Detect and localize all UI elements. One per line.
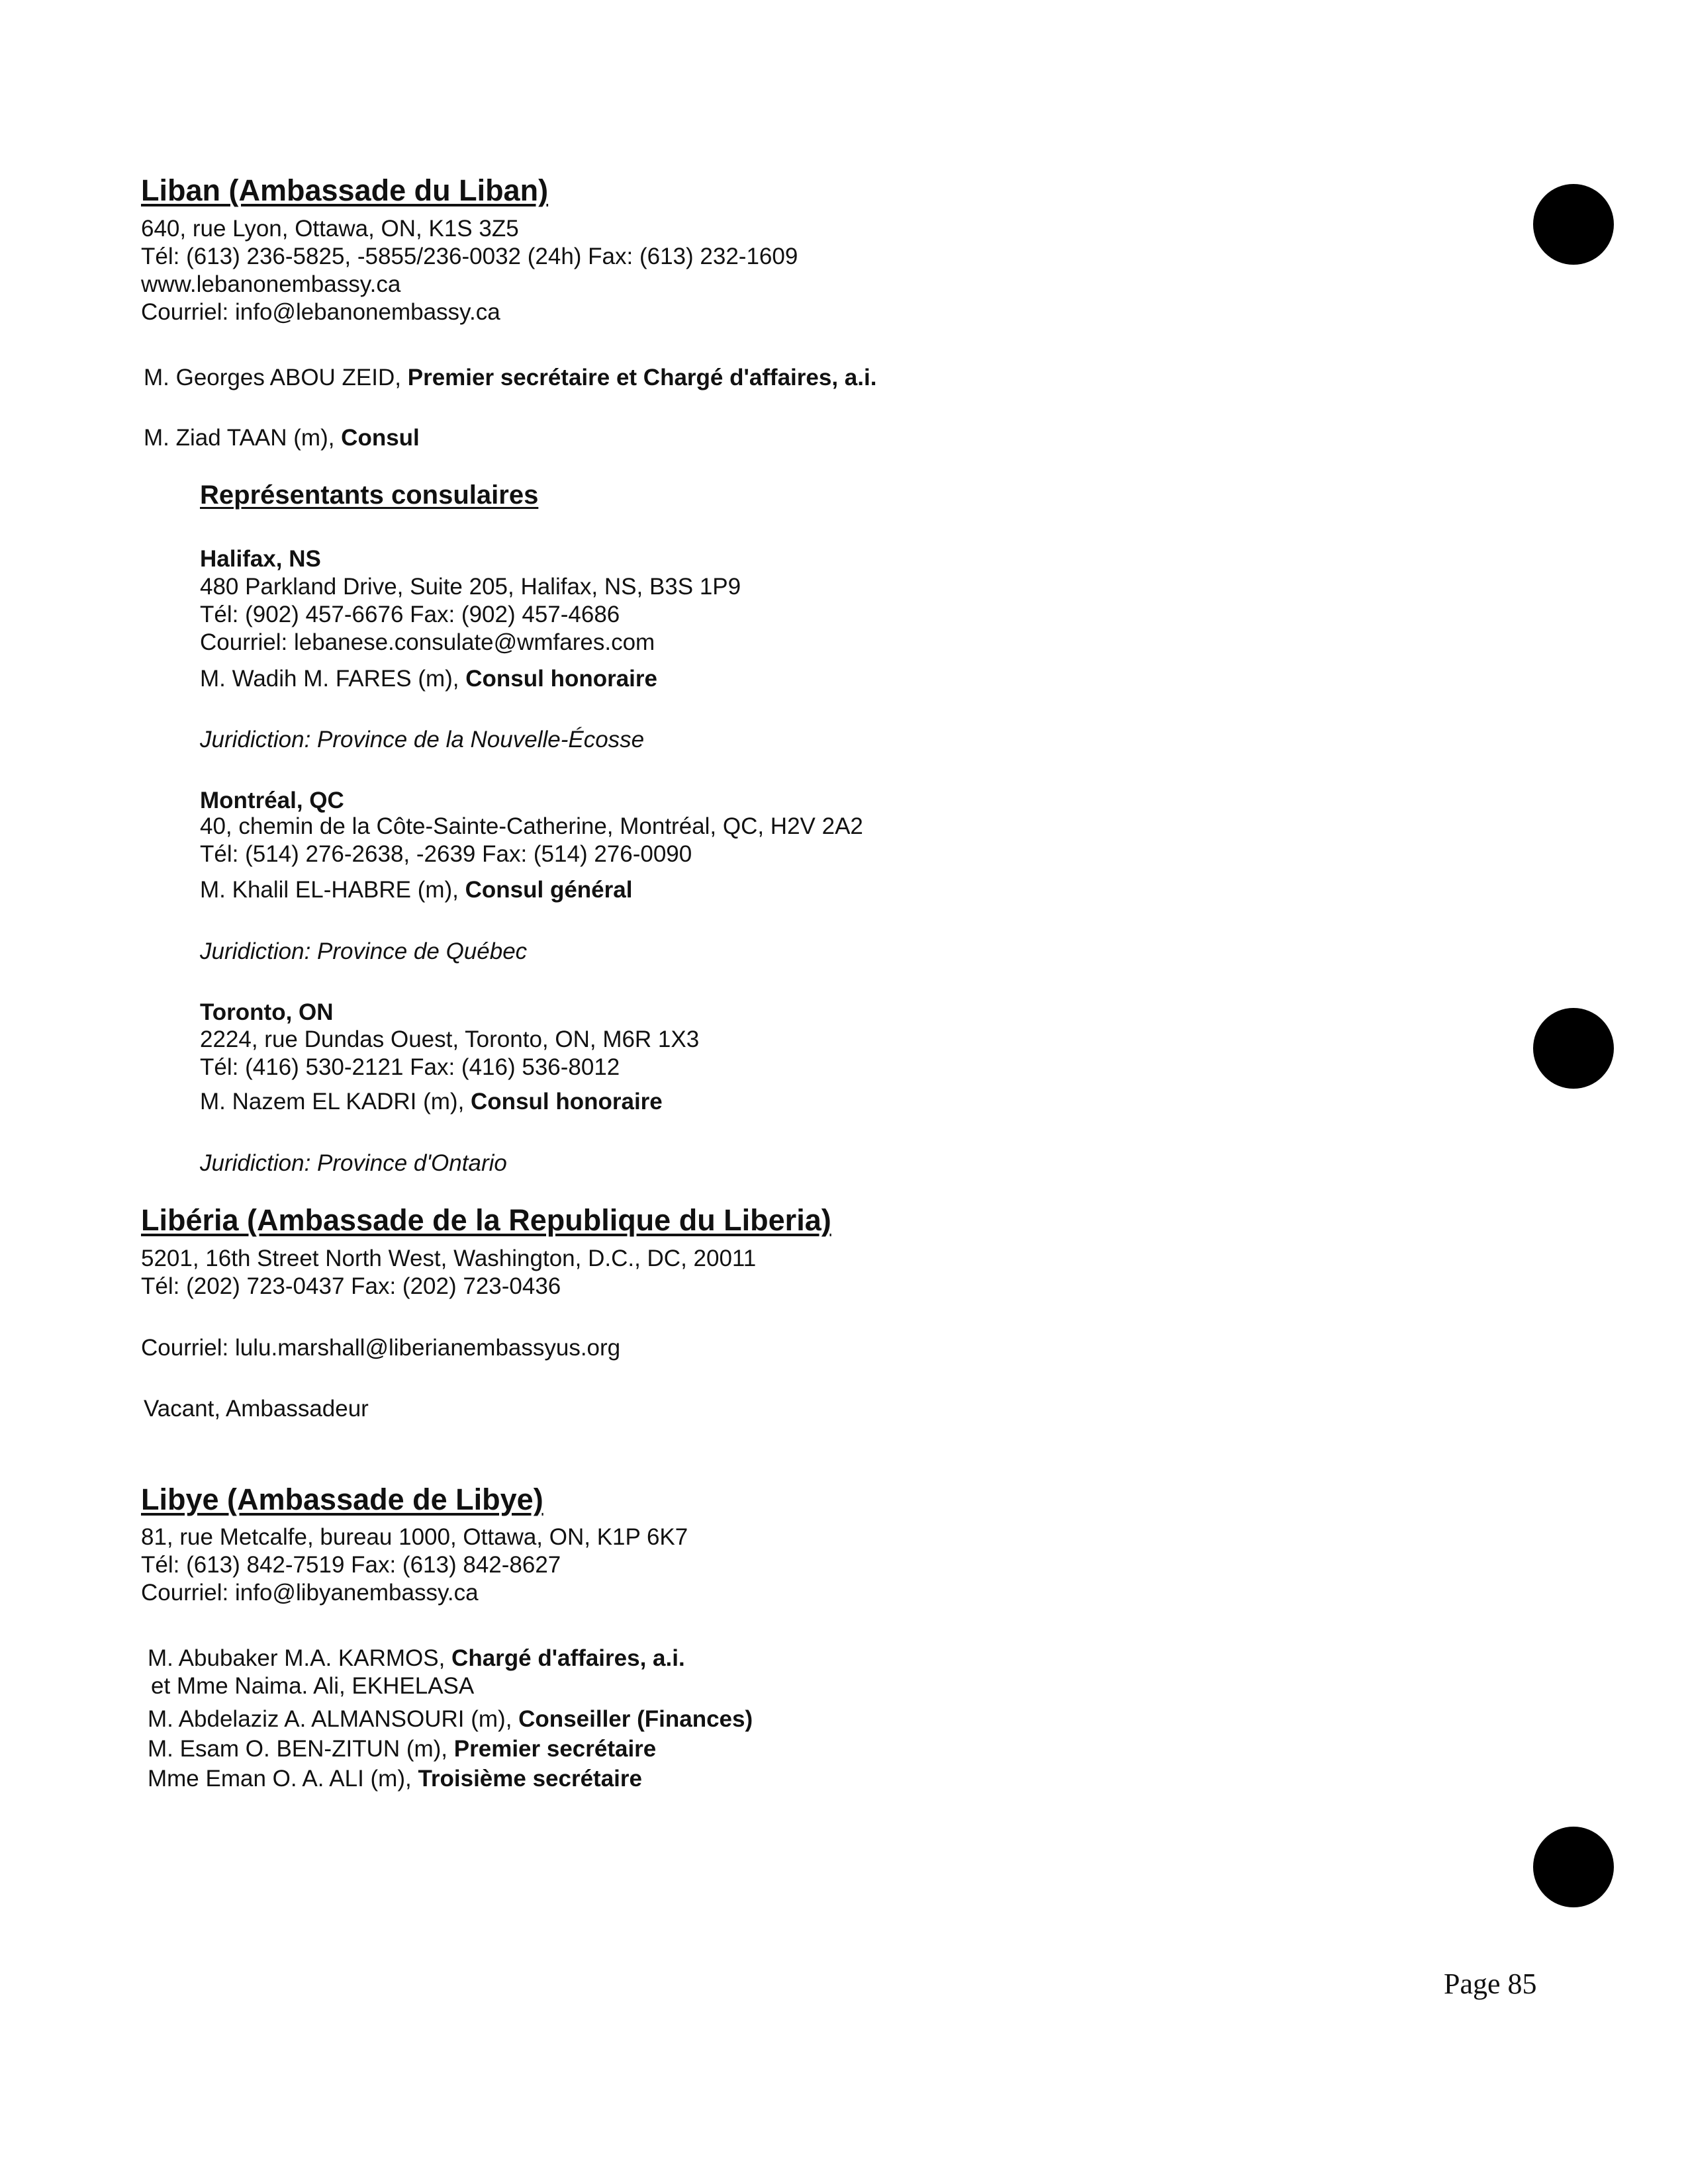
punch-hole-top [1533,184,1614,265]
staff-entry [151,1672,474,1700]
staff-entry [144,424,420,452]
staff-name: Mme Eman O. A. ALI (m), [148,1766,418,1792]
consulate-address: 480 Parkland Drive, Suite 205, Halifax, NS, B3S 1P9 [200,574,741,600]
jurisdiction: Juridiction: Province d'Ontario [200,1150,507,1176]
consul-entry [200,665,657,693]
staff-title: Consul [341,425,420,451]
consulate-city: Halifax, NS [200,546,321,572]
phone: Tél: (202) 723-0437 Fax: (202) 723-0436 [141,1273,561,1299]
staff-title: Conseiller (Finances) [518,1706,753,1732]
email: Courriel: lulu.marshall@liberianembassyus.org [141,1335,621,1361]
staff-name: M. Abubaker M.A. KARMOS, [148,1645,452,1671]
address: 81, rue Metcalfe, bureau 1000, Ottawa, ON, K1P 6K7 [141,1524,688,1550]
staff-entry [148,1645,685,1672]
punch-hole-bottom [1533,1827,1614,1907]
staff-name: M. Abdelaziz A. ALMANSOURI (m), [148,1706,519,1732]
consul-role: Consul général [465,877,633,903]
address: 5201, 16th Street North West, Washington, D.C., DC, 20011 [141,1246,757,1271]
email: Courriel: info@libyanembassy.ca [141,1580,479,1606]
consulate-address: 2224, rue Dundas Ouest, Toronto, ON, M6R 1X3 [200,1026,700,1052]
section-heading-liberia: Libéria (Ambassade de la Republique du Liberia) [141,1203,831,1237]
staff-title: Troisième secrétaire [418,1766,642,1792]
section-heading-libye: Libye (Ambassade de Libye) [141,1482,543,1516]
consulate-city: Toronto, ON [200,999,334,1025]
staff-title: Premier secrétaire et Chargé d'affaires, a.i. [407,365,877,390]
consul-role: Consul honoraire [465,666,657,692]
staff-title: Chargé d'affaires, a.i. [451,1645,685,1671]
page-number: Page 85 [1444,1968,1537,2000]
staff-entry [148,1765,642,1793]
consul-role: Consul honoraire [471,1089,663,1115]
staff-entry [148,1735,656,1763]
email: Courriel: info@lebanonembassy.ca [141,299,500,325]
consulate-phone: Tél: (902) 457-6676 Fax: (902) 457-4686 [200,602,620,627]
consulate-address: 40, chemin de la Côte-Sainte-Catherine, Montréal, QC, H2V 2A2 [200,813,863,839]
consul-name: M. Nazem EL KADRI (m), [200,1089,471,1115]
staff-name: M. Georges ABOU ZEID, [144,365,408,390]
consulate-phone: Tél: (416) 530-2121 Fax: (416) 536-8012 [200,1054,620,1080]
consul-entry [200,1088,663,1116]
address: 640, rue Lyon, Ottawa, ON, K1S 3Z5 [141,216,519,242]
consul-name: M. Wadih M. FARES (m), [200,666,466,692]
jurisdiction: Juridiction: Province de la Nouvelle-Écosse [200,727,645,752]
website: www.lebanonembassy.ca [141,271,401,297]
staff-name: M. Ziad TAAN (m), [144,425,342,451]
consular-heading: Représentants consulaires [200,480,539,510]
consulate-phone: Tél: (514) 276-2638, -2639 Fax: (514) 276-0090 [200,841,692,867]
consulate-city: Montréal, QC [200,788,344,813]
consul-entry [200,876,632,904]
section-heading-liban: Liban (Ambassade du Liban) [141,173,549,207]
consul-name: M. Khalil EL-HABRE (m), [200,877,465,903]
ambassador-entry: Vacant, Ambassadeur [144,1396,369,1422]
phone: Tél: (613) 842-7519 Fax: (613) 842-8627 [141,1552,561,1578]
staff-name: et Mme Naima. Ali, EKHELASA [151,1673,475,1699]
staff-name: M. Esam O. BEN-ZITUN (m), [148,1736,454,1762]
staff-entry [144,364,876,392]
staff-title: Premier secrétaire [453,1736,657,1762]
jurisdiction: Juridiction: Province de Québec [200,938,528,964]
consulate-email: Courriel: lebanese.consulate@wmfares.com [200,629,655,655]
punch-hole-middle [1533,1008,1614,1089]
phone: Tél: (613) 236-5825, -5855/236-0032 (24h) Fax: (613) 232-1609 [141,244,798,269]
staff-entry [148,1706,753,1733]
